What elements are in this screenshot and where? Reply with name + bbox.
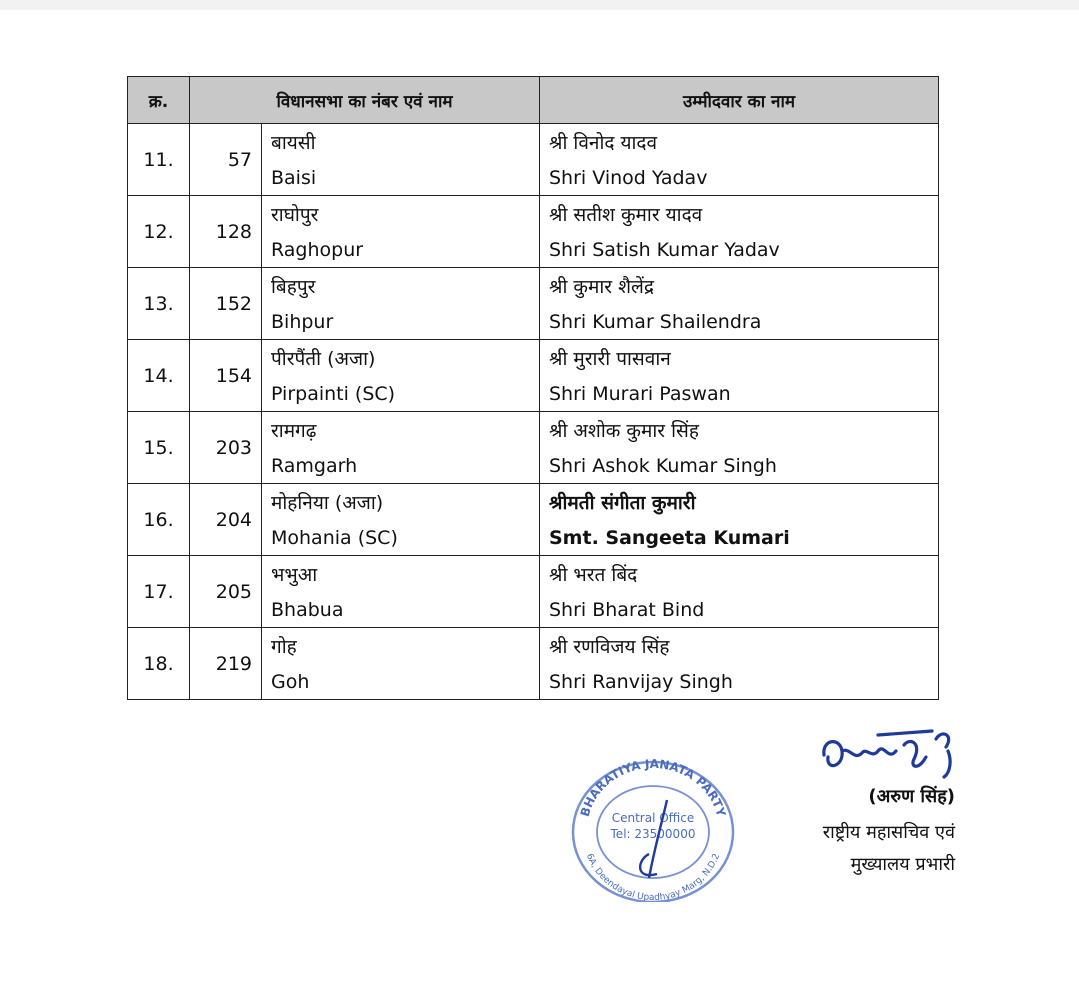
constituency-name-cell: [262, 556, 540, 628]
signatory-name: (अरुण सिंह): [868, 786, 955, 807]
constituency-name-cell: [262, 340, 540, 412]
candidate-cell: [540, 268, 939, 340]
constituency-name-en: Pirpainti (SC): [271, 382, 396, 405]
seal-office-text: Central Office: [611, 811, 695, 825]
candidate-name-hi: श्री विनोद यादव: [549, 131, 658, 154]
table-row: [128, 340, 939, 412]
constituency-name-cell: [262, 124, 540, 196]
constituency-name-en: Baisi: [271, 166, 317, 189]
constituency-name-en: Raghopur: [271, 238, 364, 261]
candidate-cell: [540, 124, 939, 196]
candidate-name-en: Shri Bharat Bind: [549, 598, 705, 621]
constituency-name-en: Goh: [271, 670, 310, 693]
candidate-name-hi: श्री मुरारी पासवान: [549, 347, 671, 370]
candidate-table: [127, 76, 939, 700]
candidate-name-en: Shri Satish Kumar Yadav: [549, 238, 780, 261]
seal-address-text: 6A, Deendayal Upadhyay Marg, N.D.2: [583, 852, 723, 902]
table-row: [128, 628, 939, 700]
candidate-name-en: Shri Ashok Kumar Singh: [549, 454, 777, 477]
constituency-name-hi: राघोपुर: [271, 203, 319, 226]
candidate-name-hi: श्री भरत बिंद: [549, 563, 638, 586]
serial-cell: 15.: [128, 412, 190, 484]
candidate-name-hi: श्री कुमार शैलेंद्र: [549, 275, 654, 298]
signature-mark: [814, 717, 964, 785]
constituency-name-hi: मोहनिया (अजा): [271, 491, 384, 514]
signatory-designation-line1: राष्ट्रीय महासचिव एवं: [822, 822, 955, 843]
candidate-cell: [540, 484, 939, 556]
seal-ring-text: BHARATIYA JANATA PARTY: [577, 756, 729, 819]
constituency-name-en: Bhabua: [271, 598, 344, 621]
constituency-number: 205: [190, 556, 262, 628]
constituency-name-hi: गोह: [271, 635, 297, 658]
serial-cell: 16.: [128, 484, 190, 556]
table-row: [128, 412, 939, 484]
candidate-name-hi: श्री सतीश कुमार यादव: [549, 203, 703, 226]
table-header-row: [128, 77, 939, 124]
candidate-cell: [540, 556, 939, 628]
constituency-name-cell: [262, 412, 540, 484]
constituency-number: 57: [190, 124, 262, 196]
candidate-name-hi: श्री अशोक कुमार सिंह: [549, 419, 699, 442]
signatory-designation-line2: मुख्यालय प्रभारी: [850, 854, 955, 875]
constituency-number: 204: [190, 484, 262, 556]
candidate-cell: [540, 340, 939, 412]
constituency-number: 219: [190, 628, 262, 700]
constituency-name-hi: बिहपुर: [271, 275, 316, 298]
serial-cell: 13.: [128, 268, 190, 340]
candidate-cell: [540, 412, 939, 484]
constituency-name-en: Bihpur: [271, 310, 334, 333]
constituency-name-cell: [262, 484, 540, 556]
serial-cell: 17.: [128, 556, 190, 628]
constituency-number: 203: [190, 412, 262, 484]
office-seal: [563, 742, 741, 902]
constituency-number: 128: [190, 196, 262, 268]
header-constituency: विधानसभा का नंबर एवं नाम: [190, 77, 540, 124]
constituency-name-hi: भभुआ: [271, 563, 318, 586]
table-row: [128, 196, 939, 268]
candidate-name-en: Shri Murari Paswan: [549, 382, 731, 405]
constituency-name-hi: बायसी: [271, 131, 316, 154]
candidate-cell: [540, 196, 939, 268]
constituency-name-hi: पीरपैंती (अजा): [271, 347, 376, 370]
candidate-cell: [540, 628, 939, 700]
candidate-name-hi: श्रीमती संगीता कुमारी: [549, 491, 696, 514]
top-strip: [0, 0, 1079, 10]
table-row: [128, 124, 939, 196]
candidate-name-en: Shri Ranvijay Singh: [549, 670, 733, 693]
serial-cell: 18.: [128, 628, 190, 700]
constituency-number: 154: [190, 340, 262, 412]
constituency-name-cell: [262, 196, 540, 268]
header-serial: क्र.: [128, 77, 190, 124]
constituency-number: 152: [190, 268, 262, 340]
serial-cell: 14.: [128, 340, 190, 412]
constituency-name-hi: रामगढ़: [271, 419, 317, 442]
constituency-name-en: Mohania (SC): [271, 526, 398, 549]
candidate-name-en: Shri Vinod Yadav: [549, 166, 708, 189]
constituency-name-cell: [262, 268, 540, 340]
table-row: [128, 268, 939, 340]
table-row: [128, 556, 939, 628]
candidate-name-hi: श्री रणविजय सिंह: [549, 635, 670, 658]
candidate-name-en: Smt. Sangeeta Kumari: [549, 526, 790, 549]
serial-cell: 11.: [128, 124, 190, 196]
header-candidate: उम्मीदवार का नाम: [540, 77, 939, 124]
serial-cell: 12.: [128, 196, 190, 268]
seal-tel-text: Tel: 23500000: [610, 827, 696, 841]
table-row: [128, 484, 939, 556]
constituency-name-cell: [262, 628, 540, 700]
constituency-name-en: Ramgarh: [271, 454, 358, 477]
candidate-name-en: Shri Kumar Shailendra: [549, 310, 762, 333]
